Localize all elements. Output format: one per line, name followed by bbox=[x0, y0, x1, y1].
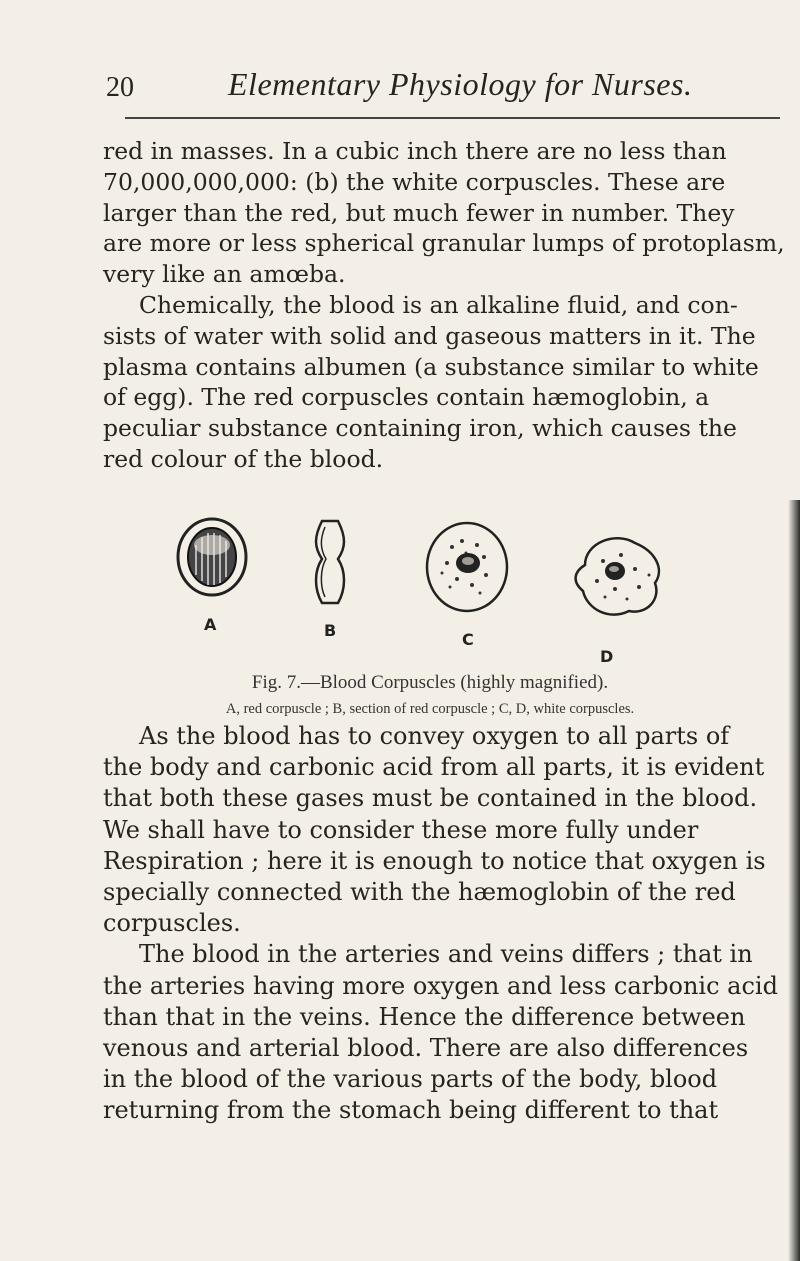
text-line: red colour of the blood. bbox=[103, 444, 384, 473]
text-line: returning from the stomach being different to that bbox=[103, 1096, 719, 1125]
text-line: that both these gases must be contained in the blood. bbox=[103, 784, 758, 813]
text-line: specially connected with the hæmoglobin of the red bbox=[103, 878, 736, 907]
paragraph-2 bbox=[103, 721, 778, 1127]
text-line: corpuscles. bbox=[103, 909, 241, 938]
text-line: the arteries having more oxygen and less carbonic acid bbox=[103, 971, 778, 1000]
text-line: As the blood has to convey oxygen to all parts of bbox=[139, 722, 730, 750]
text-line: venous and arterial blood. There are also differences bbox=[103, 1034, 749, 1063]
white-corpuscle-d-illustration bbox=[565, 525, 675, 625]
text-line: sists of water with solid and gaseous matters in it. The bbox=[103, 321, 756, 350]
text-line: the body and carbonic acid from all parts, it is evident bbox=[103, 753, 765, 782]
text-line: peculiar substance containing iron, which causes the bbox=[103, 414, 737, 443]
page-edge-shadow bbox=[788, 500, 800, 1261]
figure-subcaption: A, red corpuscle ; B, section of red corpuscle ; C, D, white corpuscles. bbox=[225, 701, 635, 717]
paragraph-1 bbox=[103, 136, 785, 475]
text-line: than that in the veins. Hence the difference between bbox=[103, 1002, 746, 1031]
figure-label-d: D bbox=[600, 647, 614, 666]
text-line: larger than the red, but much fewer in number. They bbox=[103, 198, 735, 227]
figure-label-c: C bbox=[462, 630, 474, 649]
white-corpuscle-c-illustration bbox=[422, 517, 512, 617]
text-line: The blood in the arteries and veins differs ; that in bbox=[139, 940, 753, 969]
text-line: are more or less spherical granular lumps of protoplasm, bbox=[103, 229, 785, 258]
figure-label-a: A bbox=[204, 615, 217, 634]
text-line: in the blood of the various parts of the body, blood bbox=[103, 1065, 718, 1094]
text-line: plasma contains albumen (a substance similar to white bbox=[103, 352, 759, 381]
figure-label-b: B bbox=[324, 621, 337, 640]
red-corpuscle-section-illustration bbox=[310, 517, 350, 607]
text-line: of egg). The red corpuscles contain hæmoglobin, a bbox=[103, 383, 710, 412]
text-line: Respiration ; here it is enough to notice that oxygen is bbox=[103, 846, 766, 875]
blood-corpuscles-figure bbox=[160, 505, 720, 675]
text-line: very like an amœba. bbox=[103, 260, 346, 289]
page-number: 20 bbox=[106, 72, 134, 103]
text-line: red in masses. In a cubic inch there are no less than bbox=[103, 137, 727, 165]
header-rule bbox=[125, 117, 780, 119]
text-line: 70,000,000,000: (b) the white corpuscles. These are bbox=[103, 167, 726, 196]
text-line: We shall have to consider these more fully under bbox=[103, 815, 699, 844]
figure-caption: Fig. 7.—Blood Corpuscles (highly magnified). bbox=[251, 672, 609, 693]
running-head: Elementary Physiology for Nurses. bbox=[228, 66, 693, 102]
red-corpuscle-illustration bbox=[172, 515, 252, 605]
text-line: Chemically, the blood is an alkaline fluid, and con- bbox=[139, 290, 738, 319]
